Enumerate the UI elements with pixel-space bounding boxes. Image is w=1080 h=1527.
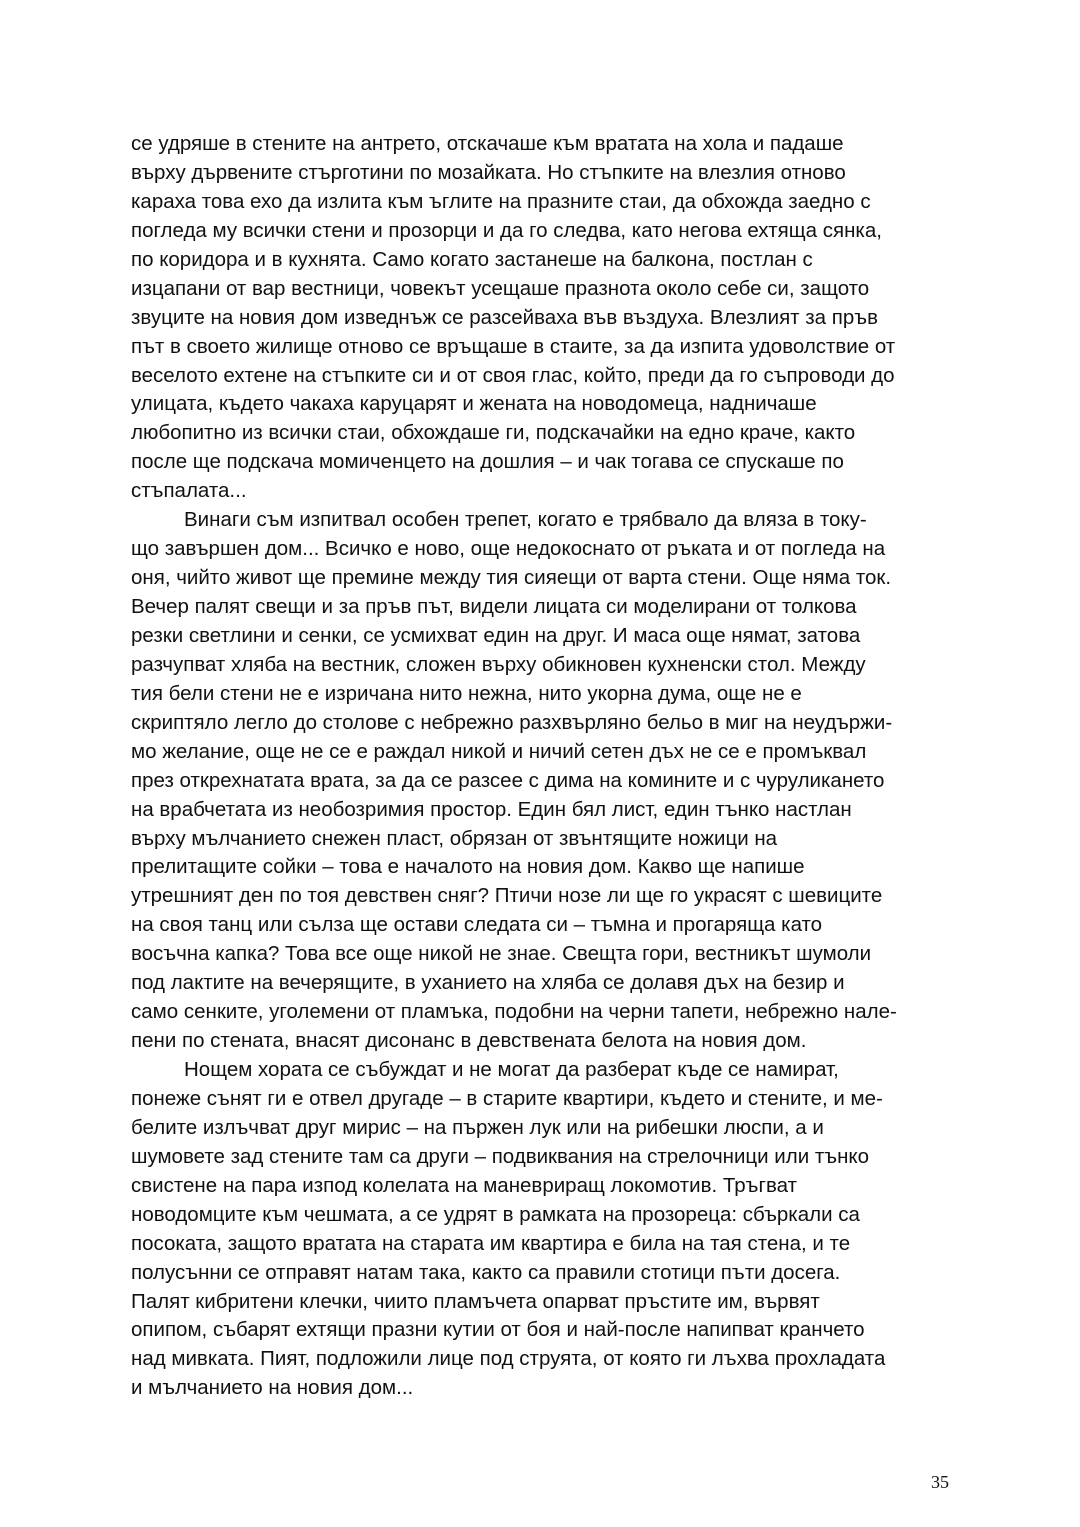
text-line: полусънни се отправят натам така, както са правили стотици пъти досега. — [131, 1260, 841, 1284]
text-line: върху мълчанието снежен пласт, обрязан от звънтящите ножици на — [131, 826, 778, 850]
text-line: резки светлини и сенки, се усмихват един на друг. И маса още нямат, затова — [131, 623, 861, 647]
text-line: по коридора и в кухнята. Само когато застанеше на балкона, постлан с — [131, 247, 813, 271]
text-line: на врабчетата из необозримия простор. Един бял лист, един тънко настлан — [131, 797, 852, 821]
text-line: улицата, където чакаха каруцарят и жената на новодомеца, надничаше — [131, 392, 817, 416]
paragraph-start-line: Нощем хората се събуждат и не могат да разберат къде се намират, — [184, 1058, 839, 1081]
text-line: белите излъчват друг мирис – на пържен лук или на рибешки люспи, а и — [131, 1115, 824, 1139]
text-line: после ще подскача момиченцето на дошлия – и чак тогава се спускаше по — [131, 450, 844, 474]
text-line: веселото ехтене на стъпките си и от своя глас, който, преди да го съпроводи до — [131, 363, 895, 387]
text-line: Вечер палят свещи и за пръв път, видели лицата си моделирани от толкова — [131, 595, 857, 618]
text-line: караха това ехо да излита към ъглите на празните стаи, да обхожда заедно с — [131, 189, 871, 213]
text-line: звуците на новия дом изведнъж се разсейваха във въздуха. Влезлият за пръв — [131, 305, 878, 329]
text-line: мо желание, още не се е раждал никой и ничий сетен дъх не се е промъквал — [131, 739, 867, 763]
text-line: и мълчанието на новия дом... — [131, 1376, 414, 1400]
text-line: восъчна капка? Това все още никой не знае. Свещта гори, вестникът шумоли — [131, 942, 872, 966]
body-text — [131, 130, 951, 1403]
text-line: Палят кибритени клечки, чиито пламъчета опарват пръстите им, вървят — [131, 1289, 820, 1313]
text-line: свистене на пара изпод колелата на маневриращ локомотив. Тръгват — [131, 1173, 797, 1197]
text-line: оня, чийто живот ще премине между тия сияещи от варта стени. Още няма ток. — [131, 566, 892, 590]
paragraph-start-line: Винаги съм изпитвал особен трепет, когато е трябвало да вляза в току- — [184, 508, 867, 532]
text-line: понеже сънят ги е отвел другаде – в старите квартири, където и стените, и ме- — [131, 1086, 883, 1110]
text-line: стъпалата... — [131, 479, 247, 503]
text-line: прелитащите сойки – това е началото на новия дом. Какво ще напише — [131, 855, 805, 879]
text-line: тия бели стени не е изричана нито нежна, нито укорна дума, още не е — [131, 681, 802, 705]
text-line: само сенките, уголемени от пламъка, подобни на черни тапети, небрежно нале- — [131, 1000, 897, 1024]
page-number: 35 — [931, 1472, 949, 1492]
text-line: що завършен дом... Всичко е ново, още недокоснато от ръката и от погледа на — [131, 537, 886, 561]
text-line: посоката, защото вратата на старата им квартира е била на тая стена, и те — [131, 1231, 851, 1255]
text-line: утрешният ден по тоя девствен сняг? Птичи нозе ли ще го украсят с шевиците — [131, 884, 883, 908]
text-line: под лактите на вечерящите, в уханието на хляба се долавя дъх на безир и — [131, 971, 845, 995]
text-line: опипом, събарят ехтящи празни кутии от боя и най-после напипват кранчето — [131, 1318, 865, 1342]
text-line: погледа му всички стени и прозорци и да го следва, като негова ехтяща сянка, — [131, 218, 882, 242]
text-line: се удряше в стените на антрето, отскачаше към вратата на хола и падаше — [131, 132, 844, 155]
text-line: изцапани от вар вестници, човекът усещаше празнота около себе си, защото — [131, 276, 870, 300]
text-line: пени по стената, внасят дисонанс в девствената белота на новия дом. — [131, 1029, 807, 1053]
text-line: разчупват хляба на вестник, сложен върху обикновен кухненски стол. Между — [131, 652, 866, 676]
text-line: новодомците към чешмата, а се удрят в рамката на прозореца: сбъркали са — [131, 1202, 860, 1226]
text-line: на своя танц или сълза ще остави следата си – тъмна и прогаряща като — [131, 913, 823, 937]
text-line: път в своето жилище отново се връщаше в стаите, за да изпита удоволствие от — [131, 334, 896, 358]
text-line: над мивката. Пият, подложили лице под струята, от която ги лъхва прохладата — [131, 1347, 886, 1371]
text-line: върху дървените стърготини по мозайката. Но стъпките на влезлия отново — [131, 160, 846, 184]
text-line: през открехнатата врата, за да се разсее с дима на комините и с чуруликането — [131, 768, 885, 792]
text-line: скриптяло легло до столове с небрежно разхвърляно бельо в миг на неудържи- — [131, 710, 893, 734]
text-line: любопитно из всички стаи, обхождаше ги, подскачайки на едно краче, както — [131, 421, 856, 445]
text-line: шумовете зад стените там са други – подвиквания на стрелочници или тънко — [131, 1144, 869, 1168]
